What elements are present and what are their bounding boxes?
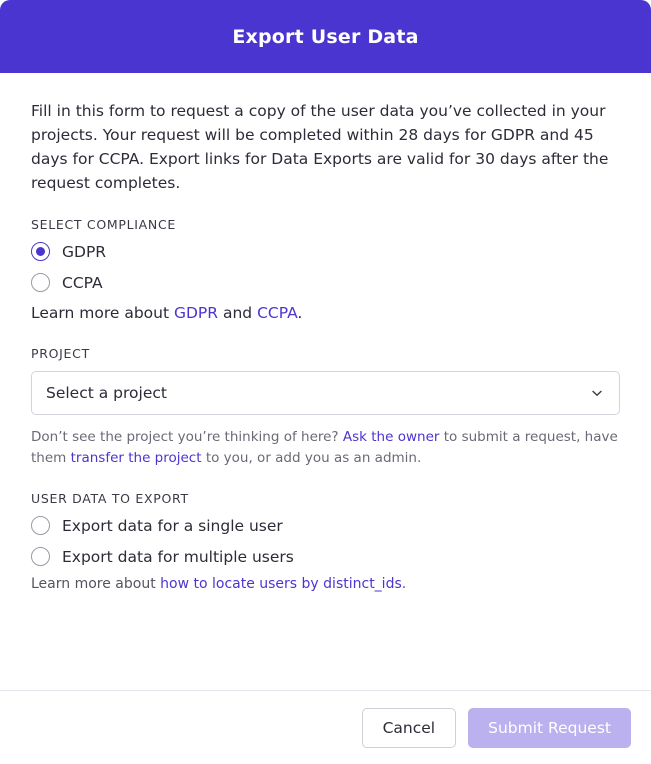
- project-select[interactable]: [31, 371, 620, 415]
- project-hint-suffix: to you, or add you as an admin.: [201, 450, 422, 466]
- user-data-option-multiple-label: Export data for multiple users: [62, 547, 294, 566]
- project-hint: [31, 427, 620, 469]
- compliance-learn-suffix: .: [297, 304, 303, 322]
- radio-single-user-icon[interactable]: [31, 516, 50, 535]
- compliance-option-gdpr-label: GDPR: [62, 242, 107, 261]
- dialog-footer: [0, 690, 651, 764]
- locate-users-link[interactable]: how to locate users by distinct_ids: [160, 576, 402, 592]
- user-data-to-export-label: USER DATA TO EXPORT: [31, 491, 189, 506]
- ask-the-owner-link[interactable]: Ask the owner: [342, 429, 440, 445]
- project-select-wrapper: [31, 371, 620, 415]
- radio-ccpa-icon[interactable]: [31, 273, 50, 292]
- cancel-button[interactable]: Cancel: [362, 708, 457, 748]
- ccpa-link[interactable]: CCPA: [257, 304, 298, 322]
- compliance-option-ccpa[interactable]: [31, 273, 620, 292]
- gdpr-link[interactable]: GDPR: [173, 304, 219, 322]
- user-data-learn-more: [31, 576, 620, 592]
- user-data-option-single[interactable]: [31, 516, 620, 535]
- submit-request-button[interactable]: Submit Request: [468, 708, 631, 748]
- intro-text: Fill in this form to request a copy of the user data you’ve collected in your projects. Your request will be completed within 28 days for GDPR and 45 days for CCPA. Export links for Data Exports are valid for 30 days after the request completes.: [31, 102, 609, 192]
- project-hint-prefix: Don’t see the project you’re thinking of here?: [31, 429, 343, 445]
- dialog-title: Export User Data: [232, 25, 419, 48]
- project-select-value: Select a project: [46, 384, 167, 402]
- user-data-learn-prefix: Learn more about: [31, 576, 161, 592]
- dialog-header: [0, 0, 651, 73]
- project-label: PROJECT: [31, 346, 90, 361]
- select-compliance-label: SELECT COMPLIANCE: [31, 217, 176, 232]
- user-data-option-multiple[interactable]: [31, 547, 620, 566]
- compliance-option-gdpr[interactable]: [31, 242, 620, 261]
- radio-gdpr-icon[interactable]: [31, 242, 50, 261]
- compliance-option-ccpa-label: CCPA: [62, 273, 103, 292]
- user-data-learn-suffix: .: [401, 576, 407, 592]
- user-data-option-single-label: Export data for a single user: [62, 516, 283, 535]
- compliance-learn-prefix: Learn more about: [31, 304, 174, 322]
- compliance-learn-and: and: [218, 304, 258, 322]
- transfer-the-project-link[interactable]: transfer the project: [70, 450, 202, 466]
- radio-multiple-users-icon[interactable]: [31, 547, 50, 566]
- dialog-body: [0, 73, 651, 592]
- compliance-learn-more: [31, 304, 620, 322]
- project-hint-mid: to submit a request, have them: [31, 429, 618, 466]
